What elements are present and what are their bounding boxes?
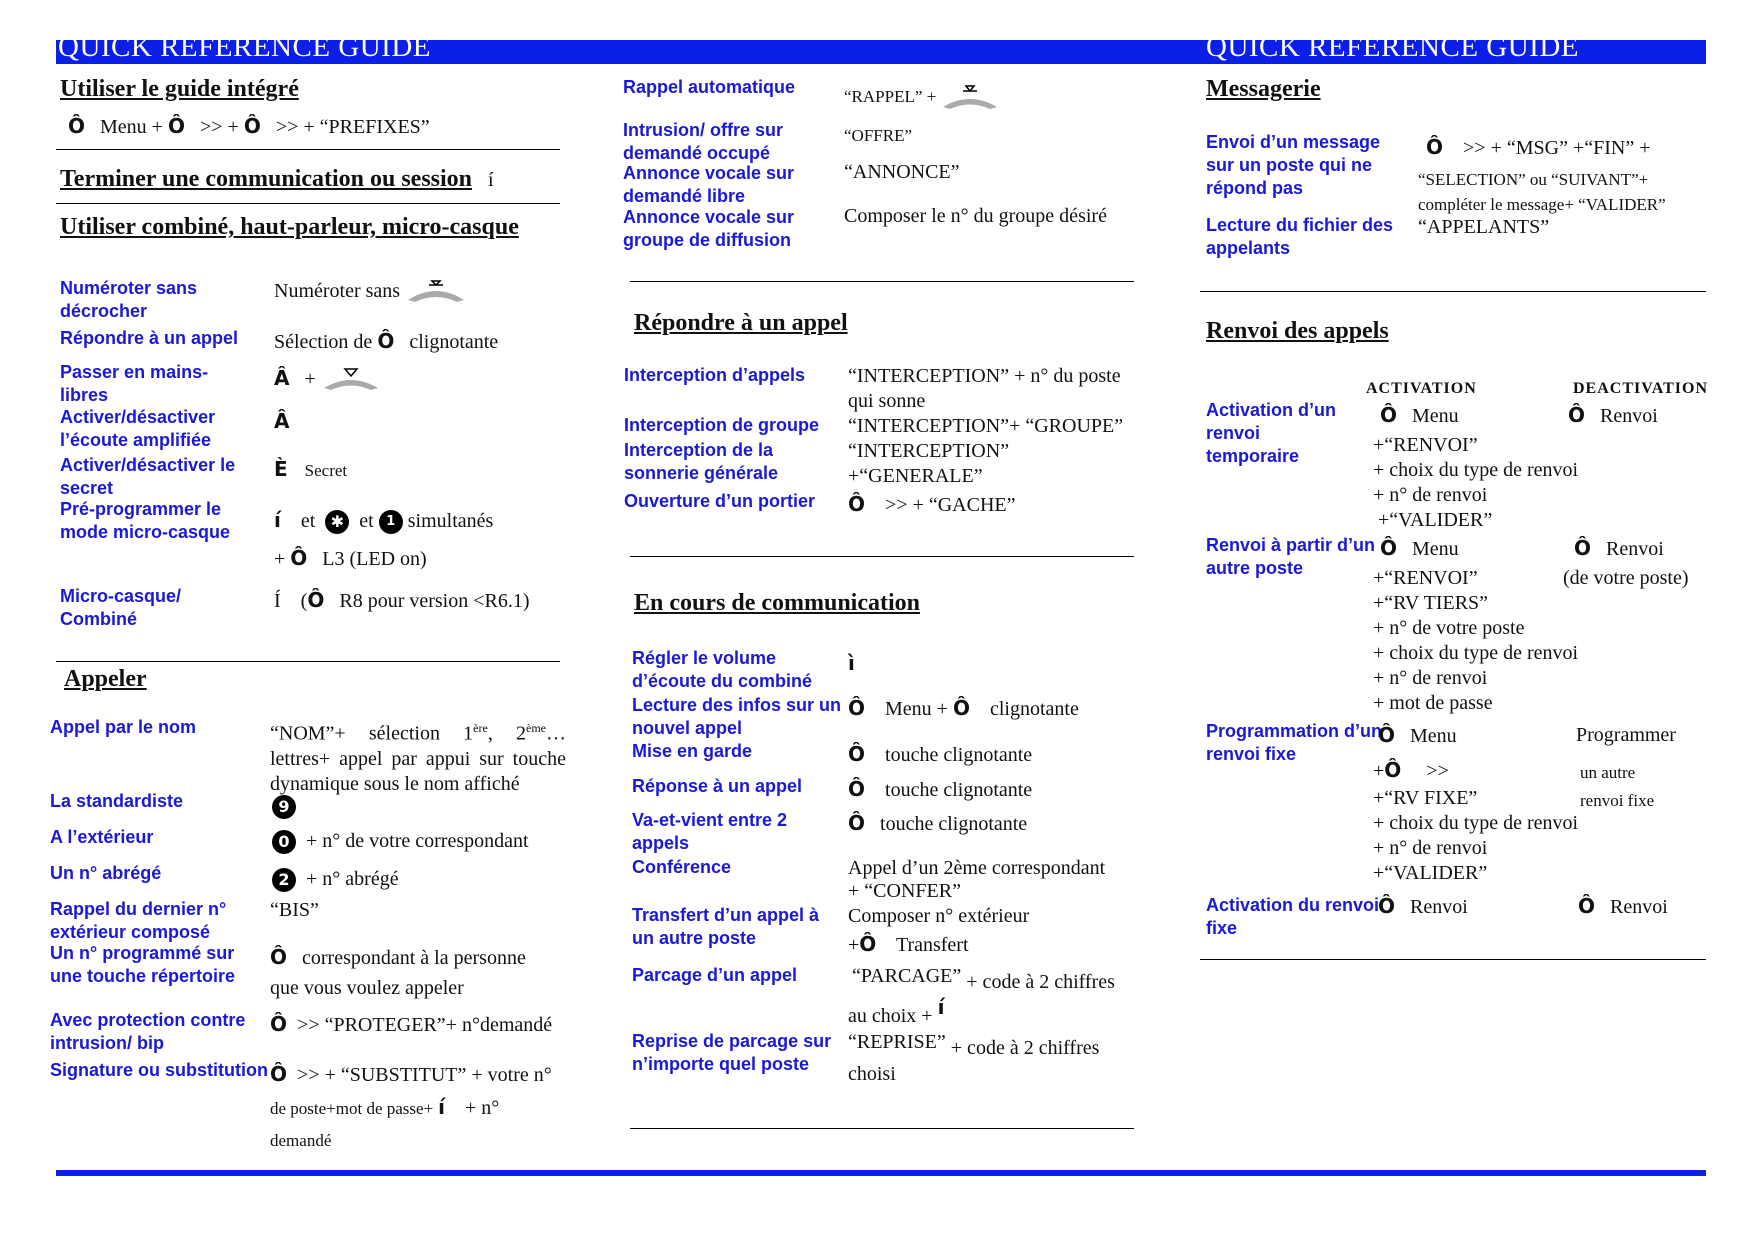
label-dial-without-pickup: Numéroter sans décrocher xyxy=(60,278,198,321)
value-text: >> “PROTEGER”+ n°demandé xyxy=(297,1014,553,1036)
value-text: “NOM”+ sélection 1 xyxy=(270,722,474,745)
value-send-message-2: “SELECTION” ou “SUIVANT”+ xyxy=(1418,170,1649,189)
value-park-retrieve xyxy=(848,1030,1100,1059)
value-temp-forward-line: +“VALIDER” xyxy=(1378,509,1493,531)
value-text: , 2 xyxy=(487,722,526,745)
volume-icon: ì xyxy=(848,651,855,675)
label-activate-fixed-forward: Activation du renvoi fixe xyxy=(1206,895,1380,938)
key-icon: Ô xyxy=(848,811,866,835)
value-remote-forward-activate xyxy=(1380,536,1459,562)
column-header-activation: ACTIVATION xyxy=(1366,380,1477,397)
label-redial: Rappel du dernier n° extérieur composé xyxy=(50,899,227,942)
value-text: … lettres+ appel par appui sur touche dynamique sous le nom affiché xyxy=(270,722,566,795)
value-park-2 xyxy=(848,995,945,1029)
key-icon: Ô xyxy=(290,546,308,570)
value-text: ( xyxy=(300,590,308,612)
value-text: au choix + xyxy=(848,1005,933,1027)
value-abbreviated xyxy=(272,867,399,892)
value-caller-log: “APPELANTS” xyxy=(1418,216,1550,238)
value-text: touche clignotante xyxy=(885,744,1033,766)
label-transfer: Transfert d’un appel à un autre poste xyxy=(632,905,820,948)
headset-icon: í xyxy=(438,1095,446,1119)
divider xyxy=(630,1128,1134,1129)
secret-icon: È xyxy=(274,457,288,481)
one-key-icon: 1 xyxy=(379,510,403,534)
key-icon: Ô xyxy=(848,742,866,766)
label-secret: Activer/désactiver le secret xyxy=(60,455,236,498)
value-temp-forward-activate xyxy=(1380,403,1459,429)
value-hands-free xyxy=(274,366,381,392)
key-icon: Ô xyxy=(167,114,185,138)
value-send-message xyxy=(1426,135,1651,161)
label-temp-forward: Activation d’un renvoi temporaire xyxy=(1206,400,1336,466)
section-title-forwarding: Renvoi des appels xyxy=(1206,318,1389,344)
value-substitution-2 xyxy=(270,1095,499,1121)
key-icon: Ô xyxy=(1380,403,1398,427)
value-program-fixed-forward-line: + choix du type de renvoi xyxy=(1373,812,1579,834)
value-text: + n° abrégé xyxy=(306,868,399,890)
value-text: Renvoi xyxy=(1610,896,1668,918)
value-headset-handset xyxy=(274,588,530,614)
key-icon: Ô xyxy=(1384,758,1402,782)
value-temp-forward-line: +“RENVOI” xyxy=(1373,434,1478,456)
guide-text-b: >> + xyxy=(199,116,239,138)
value-hold xyxy=(848,742,1032,768)
label-headset-handset: Micro-casque/ Combiné xyxy=(60,586,182,629)
label-hands-free: Passer en mains-libres xyxy=(60,362,209,405)
section-title-guide: Utiliser le guide intégré xyxy=(60,76,299,102)
key-icon: Ô xyxy=(243,114,261,138)
value-temp-forward-deactivate xyxy=(1568,403,1658,429)
headset-icon: í xyxy=(488,169,494,191)
nine-key-icon xyxy=(272,795,296,819)
value-door-opener xyxy=(848,492,1016,518)
value-new-call-info xyxy=(848,696,1079,722)
value-remote-forward-line: + n° de renvoi xyxy=(1373,667,1488,689)
section-title-use: Utiliser combiné, haut-parleur, micro-casque xyxy=(60,214,519,240)
value-remote-forward-deactivate-2: (de votre poste) xyxy=(1563,567,1689,589)
key-icon: Ô xyxy=(848,492,866,516)
label-caller-log: Lecture du fichier des appelants xyxy=(1206,215,1394,258)
value-dial-without-pickup xyxy=(274,279,467,304)
value-text: >> + “MSG” +“FIN” + xyxy=(1463,137,1651,159)
guide-instructions xyxy=(68,114,430,140)
value-send-message-3: compléter le message+ “VALIDER” xyxy=(1418,195,1666,214)
key-icon: Ô xyxy=(952,696,970,720)
value-remote-forward-line: + mot de passe xyxy=(1373,692,1493,714)
key-icon: Ô xyxy=(1578,894,1596,918)
label-hold: Mise en garde xyxy=(632,741,753,761)
value-conference: Appel d’un 2ème correspondant xyxy=(848,857,1106,879)
label-park-retrieve: Reprise de parcage sur n’importe quel poste xyxy=(632,1031,832,1074)
value-text: + xyxy=(274,548,286,570)
value-text: “RAPPEL” + xyxy=(844,87,937,106)
value-program-fixed-forward-deactivate-3: renvoi fixe xyxy=(1580,791,1655,810)
value-text: >> + “GACHE” xyxy=(885,494,1016,516)
value-text: correspondant à la personne xyxy=(302,947,526,969)
label-intrusion: Intrusion/ offre sur demandé occupé xyxy=(623,120,784,163)
value-program-fixed-forward-activate xyxy=(1378,723,1457,749)
value-protection xyxy=(270,1012,552,1038)
value-headset-preprogram-2 xyxy=(274,546,427,572)
value-text: + n° de votre correspondant xyxy=(306,830,529,852)
value-text: Secret xyxy=(304,461,348,480)
value-substitution xyxy=(270,1062,552,1088)
value-remote-forward-line: +“RENVOI” xyxy=(1373,567,1478,589)
header-title-right: QUICK REFERENCE GUIDE xyxy=(1206,31,1579,63)
label-auto-callback: Rappel automatique xyxy=(623,77,796,97)
value-program-fixed-forward-line: +“RV FIXE” xyxy=(1373,787,1478,809)
value-call-pickup: “INTERCEPTION” + n° du poste qui sonne xyxy=(848,365,1121,412)
value-text: de poste+mot de passe+ xyxy=(270,1099,434,1118)
value-text: R8 pour version <R6.1) xyxy=(339,590,530,612)
value-headset-preprogram xyxy=(274,508,493,534)
handset-icon xyxy=(321,368,381,392)
value-temp-forward-line: + n° de renvoi xyxy=(1373,484,1488,506)
divider xyxy=(56,149,560,150)
value-remote-forward-line: + n° de votre poste xyxy=(1373,617,1525,639)
key-icon: Ô xyxy=(1568,403,1586,427)
value-secret xyxy=(274,457,347,483)
two-key-icon: 2 xyxy=(272,868,296,892)
label-new-call-info: Lecture des infos sur un nouvel appel xyxy=(632,695,842,738)
label-remote-forward: Renvoi à partir d’un autre poste xyxy=(1206,535,1376,578)
value-text: et xyxy=(359,510,374,532)
value-text: + code à 2 chiffres xyxy=(950,1037,1100,1059)
column-header-deactivation: DEACTIVATION xyxy=(1573,380,1708,397)
key-icon: Ô xyxy=(859,932,877,956)
value-voice-announce: “ANNONCE” xyxy=(844,161,960,183)
label-park: Parcage d’un appel xyxy=(632,965,798,985)
key-icon: Ô xyxy=(848,696,866,720)
star-key-icon: ✱ xyxy=(325,510,349,534)
value-temp-forward-line: + choix du type de renvoi xyxy=(1373,459,1579,481)
section-title-answer: Répondre à un appel xyxy=(634,310,848,336)
value-text: + xyxy=(304,368,316,390)
label-outside: A l’extérieur xyxy=(50,827,154,847)
headset-icon: í xyxy=(274,508,281,532)
divider xyxy=(630,556,1134,557)
value-auto-callback xyxy=(844,84,1000,111)
value-text: Menu + xyxy=(885,698,948,720)
key-icon: Ô xyxy=(1378,894,1396,918)
label-program-fixed-forward: Programmation d’un renvoi fixe xyxy=(1206,721,1383,764)
label-directory-key: Un n° programmé sur une touche répertoire xyxy=(50,943,236,986)
label-call-by-name: Appel par le nom xyxy=(50,717,197,737)
value-group-pickup: “INTERCEPTION”+ “GROUPE” xyxy=(848,415,1124,437)
key-icon: Ô xyxy=(848,777,866,801)
value-program-fixed-forward-line: + n° de renvoi xyxy=(1373,837,1488,859)
value-remote-forward-deactivate xyxy=(1574,536,1664,562)
value-text: simultanés xyxy=(407,510,494,532)
value-remote-forward-line: +“RV TIERS” xyxy=(1373,592,1489,614)
value-outside xyxy=(272,829,529,854)
divider xyxy=(630,281,1134,282)
value-transfer-2 xyxy=(848,932,969,958)
end-title-text: Terminer une communication ou session xyxy=(60,166,473,192)
value-text: L3 (LED on) xyxy=(322,548,427,570)
value-text: clignotante xyxy=(409,331,499,353)
divider xyxy=(56,203,560,204)
value-program-fixed-forward-line: +“VALIDER” xyxy=(1373,862,1488,884)
speaker-icon: Â xyxy=(274,366,290,390)
section-title-end xyxy=(60,166,472,193)
value-answer-during xyxy=(848,777,1032,803)
value-text: et xyxy=(300,510,316,532)
label-broker-call: Va-et-vient entre 2 appels xyxy=(632,810,788,853)
value-redial: “BIS” xyxy=(270,899,319,921)
value-text: Numéroter sans xyxy=(274,280,401,302)
value-transfer: Composer n° extérieur xyxy=(848,905,1030,927)
value-text: Sélection de xyxy=(274,331,373,353)
value-substitution-3: demandé xyxy=(270,1131,332,1150)
section-title-call: Appeler xyxy=(64,666,147,692)
value-program-fixed-forward-deactivate: Programmer xyxy=(1576,724,1676,746)
combine-icon: Í xyxy=(274,590,281,612)
value-text: Transfert xyxy=(895,934,969,956)
value-general-ring-pickup: “INTERCEPTION” +“GENERALE” xyxy=(848,440,1010,487)
value-text: >> xyxy=(1426,760,1449,782)
label-answer-call: Répondre à un appel xyxy=(60,328,239,348)
divider xyxy=(1200,291,1706,292)
superscript: ème xyxy=(526,721,546,735)
key-icon: Ô xyxy=(1426,135,1444,159)
headset-icon: í xyxy=(937,995,945,1019)
divider xyxy=(1200,959,1706,960)
label-general-ring-pickup: Interception de la sonnerie générale xyxy=(624,440,779,483)
key-icon: Ô xyxy=(1378,723,1396,747)
guide-text-a: Menu + xyxy=(100,116,163,138)
key-icon: Ô xyxy=(270,945,288,969)
value-text: Renvoi xyxy=(1410,896,1468,918)
value-activate-fixed-forward-activate xyxy=(1378,894,1468,920)
label-voice-announce: Annonce vocale sur demandé libre xyxy=(623,163,795,206)
label-headset-preprogram: Pré-programmer le mode micro-casque xyxy=(60,499,231,542)
value-answer-call xyxy=(274,329,498,355)
key-icon: Ô xyxy=(68,114,86,138)
key-icon: Ô xyxy=(1380,536,1398,560)
label-broadcast-group: Annonce vocale sur groupe de diffusion xyxy=(623,207,795,250)
value-directory-key xyxy=(270,945,526,971)
speaker-icon: Â xyxy=(274,409,290,433)
nine-key-glyph: 9 xyxy=(272,795,296,819)
superscript: ère xyxy=(473,721,488,735)
key-icon: Ô xyxy=(270,1062,288,1086)
key-icon: Ô xyxy=(270,1012,288,1036)
key-icon: Ô xyxy=(377,329,395,353)
label-call-pickup: Interception d’appels xyxy=(624,365,806,385)
value-text: Renvoi xyxy=(1600,405,1658,427)
header-title-left: QUICK REFERENCE GUIDE xyxy=(58,31,431,63)
handset-icon xyxy=(940,85,1000,111)
zero-key-icon: 0 xyxy=(272,830,296,854)
value-text: + n° xyxy=(465,1097,500,1119)
section-title-during: En cours de communication xyxy=(634,590,921,616)
value-text: “PARCAGE” xyxy=(852,965,962,987)
key-icon: Ô xyxy=(307,588,325,612)
key-icon: Ô xyxy=(1574,536,1592,560)
label-send-message: Envoi d’un message sur un poste qui ne répond pas xyxy=(1206,132,1381,198)
label-volume: Régler le volume d’écoute du combiné xyxy=(632,648,813,691)
value-text: touche clignotante xyxy=(885,779,1033,801)
section-title-messaging: Messagerie xyxy=(1206,76,1321,102)
value-text: Renvoi xyxy=(1606,538,1664,560)
value-park-retrieve-2: choisi xyxy=(848,1063,896,1085)
value-text: >> + “SUBSTITUT” + votre n° xyxy=(297,1064,552,1086)
value-text: + code à 2 chiffres xyxy=(966,971,1115,993)
value-text: Menu xyxy=(1410,725,1457,747)
label-conference: Conférence xyxy=(632,857,732,877)
divider xyxy=(56,661,560,662)
label-protection: Avec protection contre intrusion/ bip xyxy=(50,1010,246,1053)
handset-icon xyxy=(405,280,467,304)
value-text: Menu xyxy=(1412,538,1459,560)
label-abbreviated: Un n° abrégé xyxy=(50,863,162,883)
value-text: Menu xyxy=(1412,405,1459,427)
value-directory-key-2: que vous voulez appeler xyxy=(270,977,464,999)
label-amplified-listening: Activer/désactiver l’écoute amplifiée xyxy=(60,407,216,450)
label-substitution: Signature ou substitution xyxy=(50,1060,268,1080)
label-operator: La standardiste xyxy=(50,791,184,811)
value-call-by-name xyxy=(270,716,566,797)
label-answer-during: Réponse à un appel xyxy=(632,776,803,796)
footer-bar xyxy=(56,1170,1706,1176)
value-text: “REPRISE” xyxy=(848,1031,946,1053)
value-remote-forward-line: + choix du type de renvoi xyxy=(1373,642,1579,664)
value-text: clignotante xyxy=(989,698,1079,720)
value-park xyxy=(852,964,1115,993)
value-text: touche clignotante xyxy=(880,813,1028,835)
value-broadcast-group: Composer le n° du groupe désiré xyxy=(844,205,1107,227)
value-broker-call xyxy=(848,811,1027,837)
value-conference-2: + “CONFER” xyxy=(848,880,961,902)
value-program-fixed-forward-deactivate-2: un autre xyxy=(1580,763,1636,782)
value-text: + xyxy=(848,934,860,956)
guide-text-c: >> + “PREFIXES” xyxy=(275,116,430,138)
label-group-pickup: Interception de groupe xyxy=(624,415,820,435)
value-intrusion: “OFFRE” xyxy=(844,126,912,145)
value-activate-fixed-forward-deactivate xyxy=(1578,894,1668,920)
label-door-opener: Ouverture d’un portier xyxy=(624,491,816,511)
value-program-fixed-forward-activate-2: +Ô >> xyxy=(1373,758,1449,782)
